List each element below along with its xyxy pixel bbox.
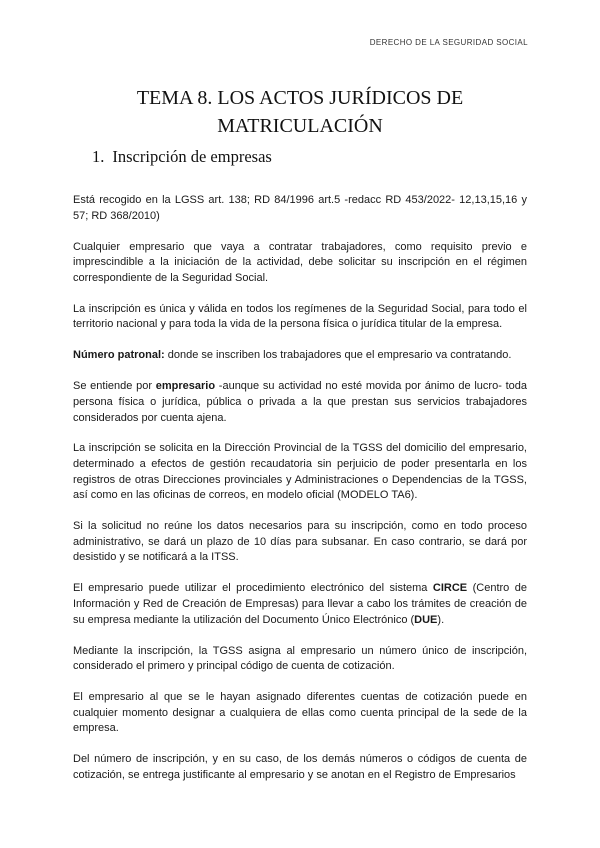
paragraph-employer-definition bbox=[73, 379, 527, 426]
term-due: DUE bbox=[414, 613, 438, 626]
text-fragment: El empresario puede utilizar el procedimiento electrónico del sistema bbox=[73, 582, 433, 595]
text-fragment: (Centro de Información y Red de Creación de Empresas) para llevar a cabo los trámites de creación de su empresa mediante la utilización del Documento Único Electrónico ( bbox=[73, 582, 527, 626]
paragraph-incomplete-application: Si la solicitud no reúne los datos necesarios para su inscripción, como en todo proceso administrativo, se dará un plazo de 10 días para subsanar. En caso contrario, se dará por desistido y se notificará a la ITSS. bbox=[73, 520, 527, 564]
paragraph-unique-registration: La inscripción es única y válida en todos los regímenes de la Seguridad Social, para todo el territorio nacional y para toda la vida de la persona física o jurídica titular de la empresa. bbox=[73, 302, 527, 331]
term-numero-patronal: Número patronal: bbox=[73, 349, 165, 362]
paragraph-where-to-apply: La inscripción se solicita en la Dirección Provincial de la TGSS del domicilio del empresario, determinado a efectos de gestión recaudatoria sin perjuicio de poder presentarla en los registros de otras Direcciones provinciales y Administraciones o Dependencias de la TGSS, así como en las oficinas de correos, en modelo oficial (MODELO TA6). bbox=[73, 442, 527, 502]
paragraph-receipt: Del número de inscripción, y en su caso, de los demás números o códigos de cuenta de cotización, se entrega justificante al empresario y se anotan en el Registro de Empresarios bbox=[73, 753, 527, 781]
section-number: 1. bbox=[92, 147, 105, 166]
paragraph-legal-basis: Está recogido en la LGSS art. 138; RD 84/1996 art.5 -redacc RD 453/2022- 12,13,15,16 y 57; RD 368/2010) bbox=[73, 194, 527, 222]
paragraph-registration-number: Mediante la inscripción, la TGSS asigna al empresario un número único de inscripción, considerado el primero y principal código de cuenta de cotización. bbox=[73, 644, 527, 673]
section-heading bbox=[92, 147, 272, 167]
term-circe: CIRCE bbox=[432, 582, 468, 595]
patronal-definition: donde se inscriben los trabajadores que el empresario va contratando. bbox=[164, 349, 512, 362]
paragraph-main-account: El empresario al que se le hayan asignado diferentes cuentas de cotización puede en cualquier momento designar a cualquiera de ellas como cuenta principal de la sede de la empresa. bbox=[73, 691, 527, 735]
section-title: Inscripción de empresas bbox=[112, 147, 272, 166]
text-fragment: ). bbox=[437, 613, 445, 626]
document-body bbox=[73, 193, 527, 799]
paragraph-circe-procedure bbox=[73, 581, 527, 628]
text-fragment: -aunque su actividad no esté movida por ánimo de lucro- toda persona física o jurídica, pública o privada a la que prestan sus servicios trabajadores considerados por cuenta ajena. bbox=[73, 380, 527, 424]
running-header: DERECHO DE LA SEGURIDAD SOCIAL bbox=[369, 38, 528, 47]
term-empresario: empresario bbox=[155, 380, 216, 393]
paragraph-patronal-number bbox=[73, 348, 527, 364]
paragraph-employer-requirement: Cualquier empresario que vaya a contratar trabajadores, como requisito previo e imprescindible a la iniciación de la actividad, debe solicitar su inscripción en el régimen correspondiente de la Seguridad Social. bbox=[73, 240, 527, 284]
text-fragment: Se entiende por bbox=[73, 380, 156, 393]
document-title: TEMA 8. LOS ACTOS JURÍDICOS DE MATRICULACIÓN bbox=[136, 87, 464, 137]
